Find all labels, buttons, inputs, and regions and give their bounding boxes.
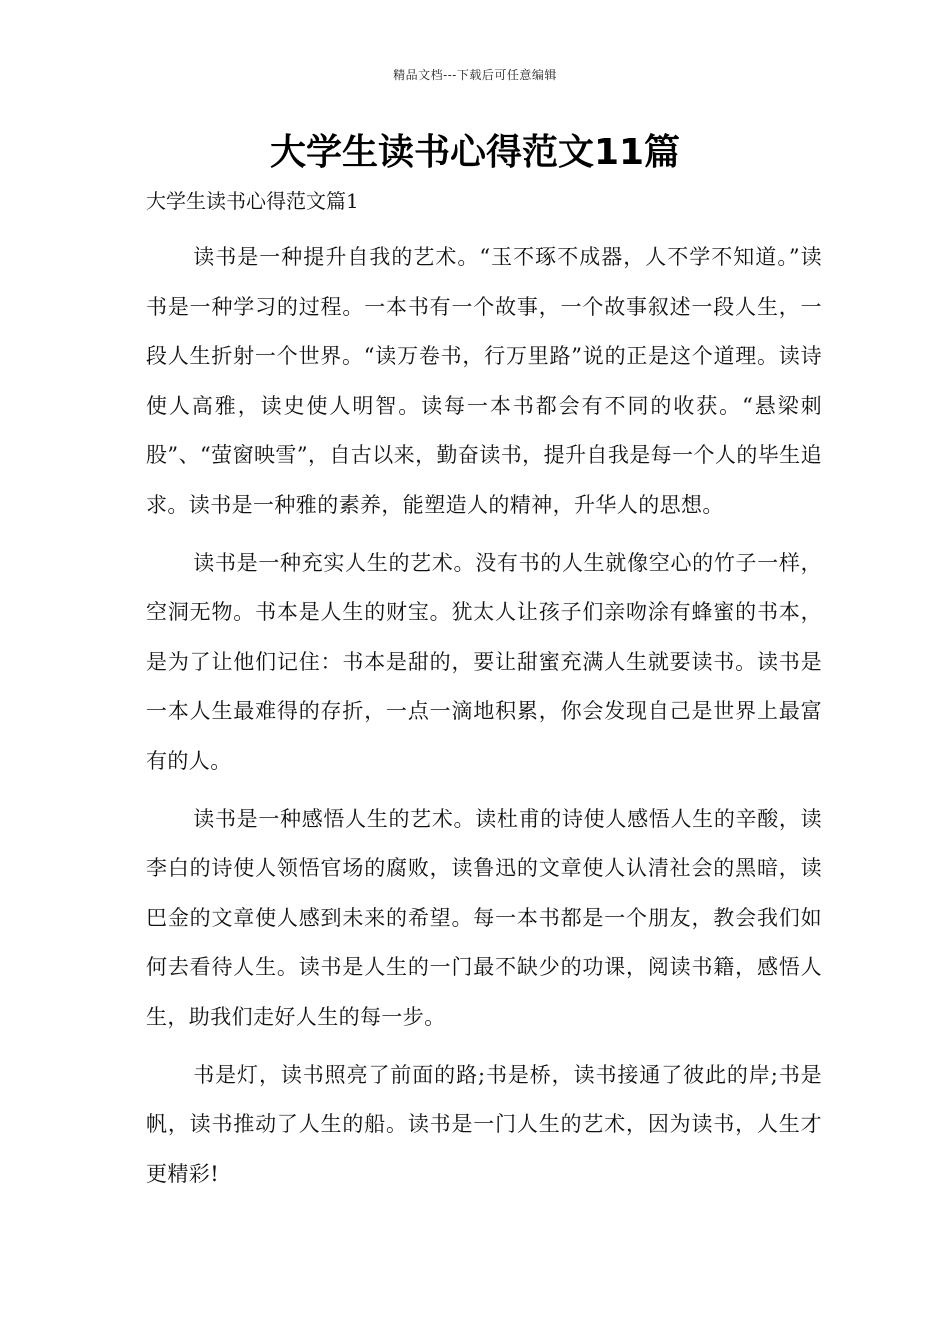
section-heading: 大学生读书心得范文篇1 — [146, 189, 359, 213]
paragraph-4: 书是灯，读书照亮了前面的路;书是桥，读书接通了彼此的岸;书是帆，读书推动了人生的船。读书是一门人生的艺术，因为读书，人生才更精彩! — [146, 1062, 822, 1186]
document-title: 大学生读书心得范文11篇 — [269, 132, 681, 173]
page-header-note: 精品文档---下载后可任意编辑 — [393, 68, 557, 82]
article-body — [146, 233, 822, 1207]
paragraph-3: 读书是一种感悟人生的艺术。读杜甫的诗使人感悟人生的辛酸，读李白的诗使人领悟官场的腐败，读鲁迅的文章使人认清社会的黑暗，读巴金的文章使人感到未来的希望。每一本书都是一个朋友，教会我们如何去看待人生。读书是人生的一门最不缺少的功课，阅读书籍，感悟人生，助我们走好人生的每一步。 — [146, 806, 822, 1029]
paragraph-2: 读书是一种充实人生的艺术。没有书的人生就像空心的竹子一样，空洞无物。书本是人生的财宝。犹太人让孩子们亲吻涂有蜂蜜的书本，是为了让他们记住：书本是甜的，要让甜蜜充满人生就要读书。读书是一本人生最难得的存折，一点一滴地积累，你会发现自己是世界上最富有的人。 — [146, 550, 822, 773]
paragraph-1: 读书是一种提升自我的艺术。“玉不琢不成器，人不学不知道。”读书是一种学习的过程。一本书有一个故事，一个故事叙述一段人生，一段人生折射一个世界。“读万卷书，行万里路”说的正是这个道理。读诗使人高雅，读史使人明智。读每一本书都会有不同的收获。“悬梁刺股”、“萤窗映雪”，自古以来，勤奋读书，提升自我是每一个人的毕生追求。读书是一种雅的素养，能塑造人的精神，升华人的思想。 — [146, 245, 822, 517]
